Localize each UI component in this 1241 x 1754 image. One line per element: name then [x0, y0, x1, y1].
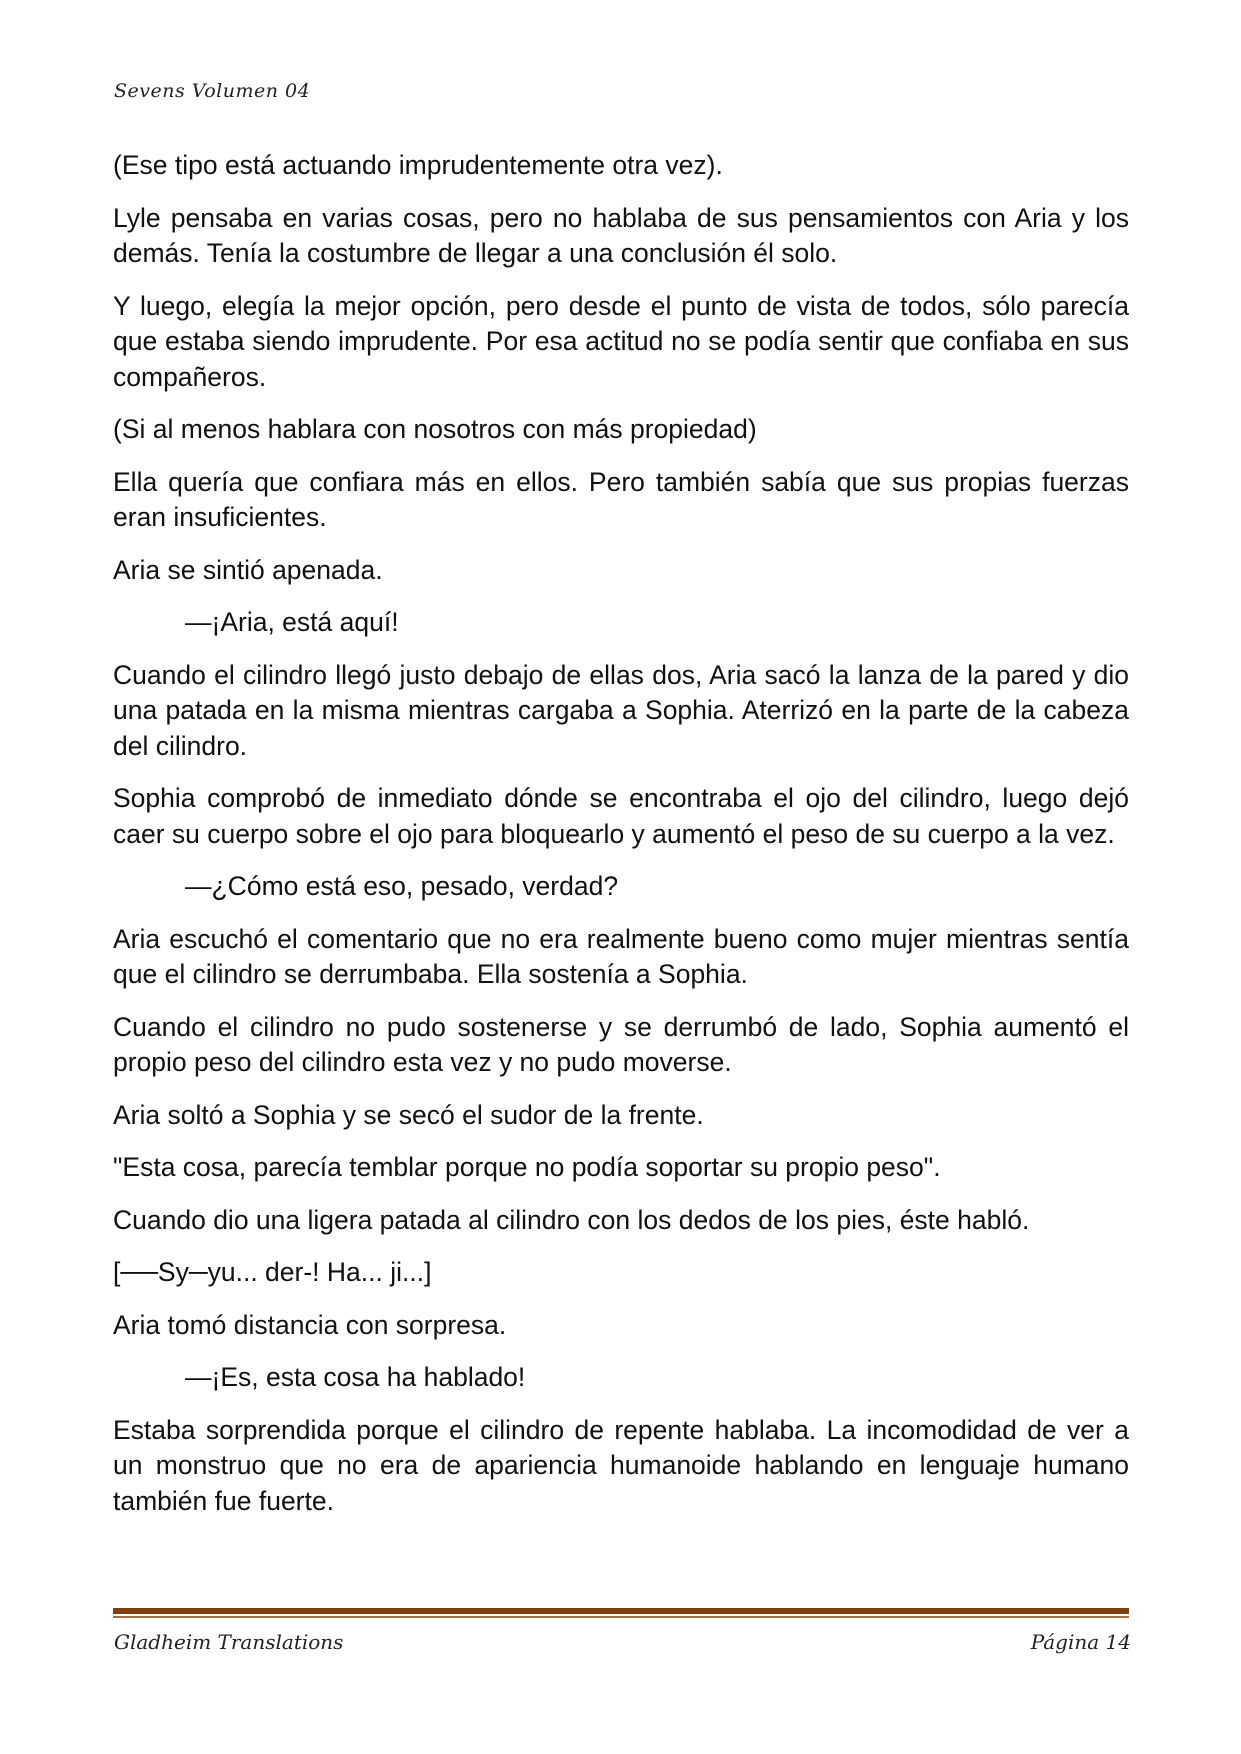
paragraph: Y luego, elegía la mejor opción, pero desde el punto de vista de todos, sólo parecía que estaba siendo imprudente. Por esa actitud no se podía sentir que confiaba en sus compañeros. [113, 290, 1129, 392]
dialogue-line: —¡Es, esta cosa ha hablado! [185, 1362, 526, 1392]
paragraph: Lyle pensaba en varias cosas, pero no hablaba de sus pensamientos con Aria y los demás. Tenía la costumbre de llegar a una conclusión él solo. [113, 202, 1129, 268]
running-header: Sevens Volumen 04 [114, 80, 311, 102]
paragraph: Aria escuchó el comentario que no era realmente bueno como mujer mientras sentía que el cilindro se derrumbaba. Ella sostenía a Sophia. [113, 923, 1129, 989]
paragraph: Estaba sorprendida porque el cilindro de repente hablaba. La incomodidad de ver a un monstruo que no era de apariencia humanoide hablando en lenguaje humano también fue fuerte. [113, 1414, 1129, 1516]
paragraph: (Ese tipo está actuando imprudentemente otra vez). [113, 150, 723, 180]
paragraph: [──Sy─yu... der-! Ha... ji...] [113, 1257, 432, 1287]
paragraph: Cuando dio una ligera patada al cilindro con los dedos de los pies, éste habló. [113, 1204, 1030, 1235]
paragraph: "Esta cosa, parecía temblar porque no podía soportar su propio peso". [113, 1152, 941, 1182]
footer-divider [113, 1608, 1129, 1618]
footer-publisher: Gladheim Translations [114, 1630, 344, 1654]
paragraph: Cuando el cilindro no pudo sostenerse y se derrumbó de lado, Sophia aumentó el propio peso del cilindro esta vez y no pudo moverse. [113, 1011, 1129, 1077]
body-text [113, 148, 1129, 1536]
paragraph: Ella quería que confiara más en ellos. Pero también sabía que sus propias fuerzas eran insuficientes. [113, 466, 1129, 532]
paragraph: Aria soltó a Sophia y se secó el sudor de la frente. [113, 1099, 704, 1130]
paragraph: Aria tomó distancia con sorpresa. [113, 1309, 507, 1340]
paragraph: Aria se sintió apenada. [113, 554, 383, 585]
paragraph: (Si al menos hablara con nosotros con más propiedad) [113, 414, 757, 444]
footer-page-number: Página 14 [1030, 1630, 1131, 1654]
footer-divider-thin [113, 1616, 1129, 1618]
dialogue-line: —¡Aria, está aquí! [185, 607, 399, 637]
paragraph: Cuando el cilindro llegó justo debajo de ellas dos, Aria sacó la lanza de la pared y dio una patada en la misma mientras cargaba a Sophia. Aterrizó en la parte de la cabeza del cilindro. [113, 659, 1129, 761]
dialogue-line: —¿Cómo está eso, pesado, verdad? [185, 871, 619, 901]
paragraph: Sophia comprobó de inmediato dónde se encontraba el ojo del cilindro, luego dejó caer su cuerpo sobre el ojo para bloquearlo y aumentó el peso de su cuerpo a la vez. [113, 783, 1129, 849]
